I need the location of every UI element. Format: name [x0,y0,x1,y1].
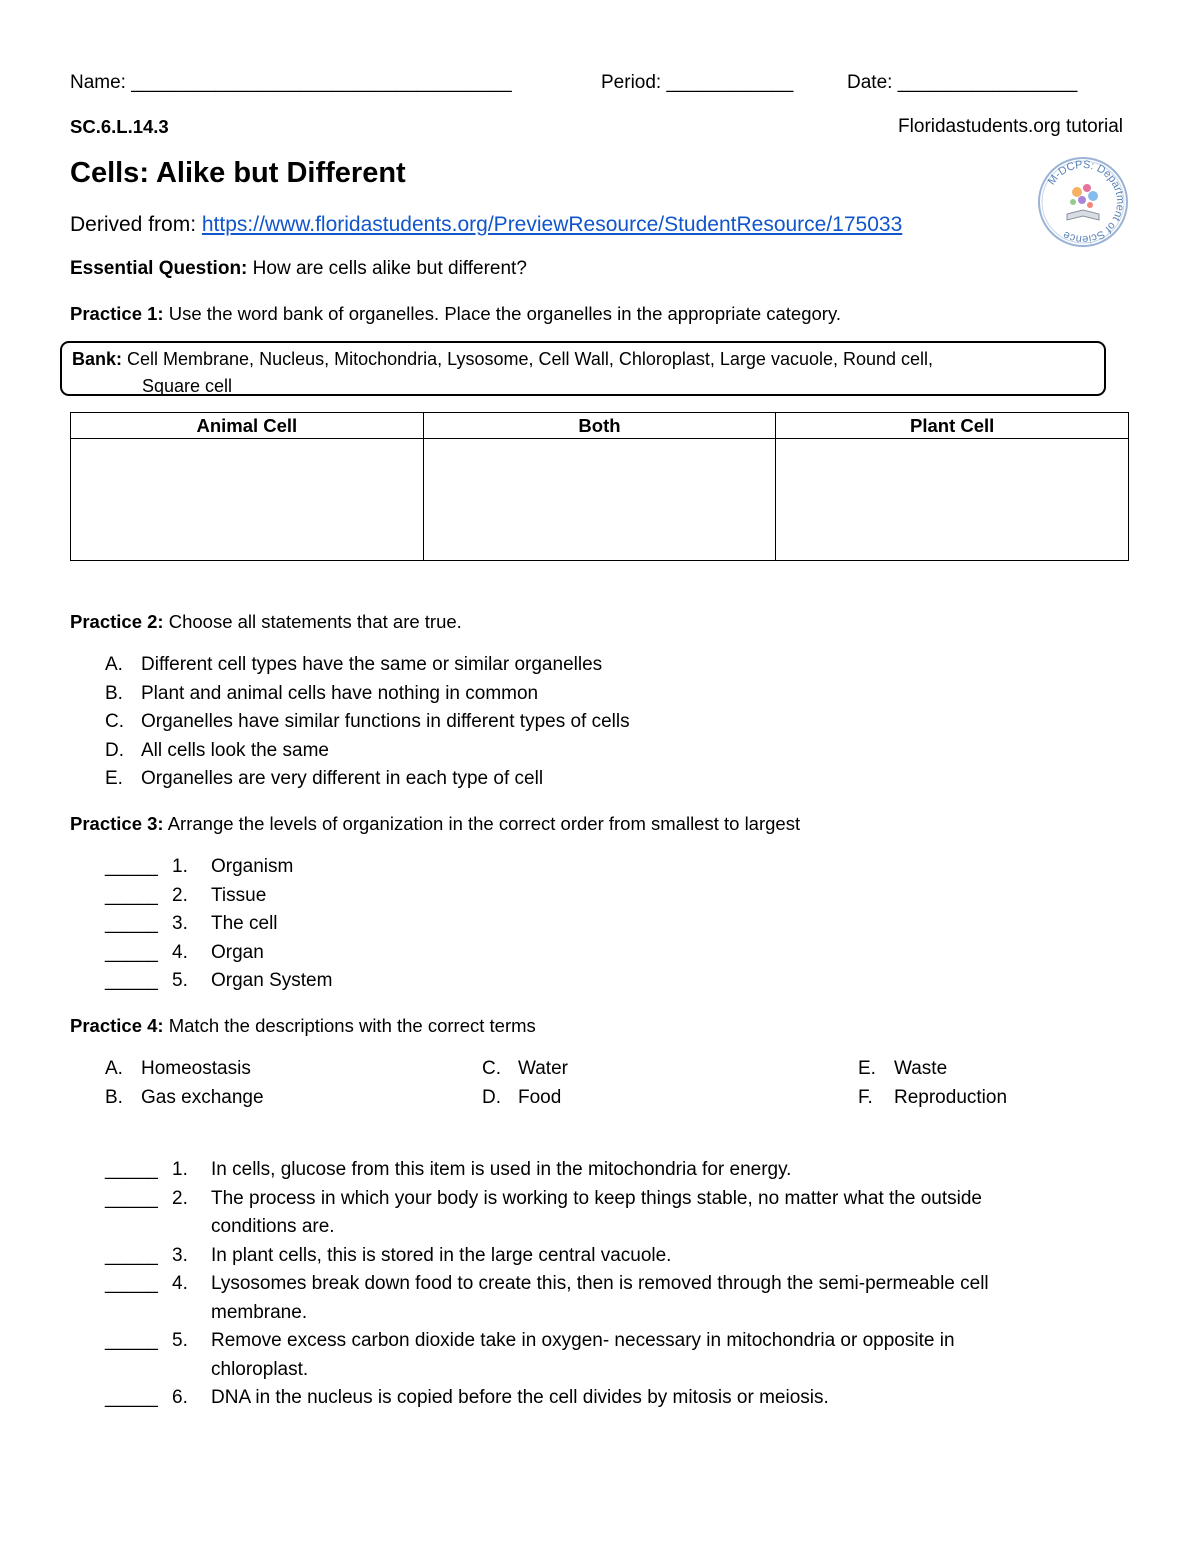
mdcps-science-logo [1037,154,1129,250]
word-bank-box [60,341,1106,396]
essential-question [70,258,527,280]
practice3-label: Practice 3: [70,813,164,834]
option-b[interactable]: B. Plant and animal cells have nothing in common [105,682,539,704]
order-item[interactable]: _____ 5. Organ System [105,970,333,991]
bank-label: Bank: [72,349,123,369]
practice2-text: Choose all statements that are true. [163,611,462,632]
essential-text: How are cells alike but different? [247,258,527,279]
option-a[interactable]: A. Different cell types have the same or similar organelles [105,654,603,675]
date-field-line: Date: _________________ [847,72,1078,93]
word-bank-text [72,346,1112,400]
practice4-list [105,1156,989,1413]
practice1-label: Practice 1: [70,303,164,324]
page-title: Cells: Alike but Different [70,157,406,189]
period-field-line: Period: ____________ [601,72,794,93]
match-item[interactable]: _____ 1. In cells, glucose from this item is used in the mitochondria for energy. [105,1159,792,1180]
practice2-label: Practice 2: [70,611,164,632]
option-e[interactable]: E. Organelles are very different in each type of cell [105,768,544,789]
terms-column-3 [858,1055,1007,1112]
order-item[interactable]: _____ 2. Tissue [105,884,267,906]
term-b: B. Gas exchange [105,1086,264,1108]
match-item[interactable]: _____ 2. The process in which your body is working to keep things stable, no matter what the outside conditions are. [105,1187,982,1237]
logo-ring-text: M-DCPS: Department of Science [1045,158,1127,246]
column-header-plant-cell: Plant Cell [776,413,1129,439]
term-d: D. Food [482,1086,562,1108]
practice4-text: Match the descriptions with the correct terms [163,1015,536,1036]
practice2-options [105,651,630,794]
derived-url-link[interactable]: https://www.floridastudents.org/PreviewResource/StudentResource/175033 [201,213,903,236]
practice3-list [105,853,332,996]
terms-column-1 [105,1055,264,1112]
term-f: F. Reproduction [858,1086,1008,1108]
match-item[interactable]: _____ 6. DNA in the nucleus is copied before the cell divides by mitosis or meiosis. [105,1387,829,1408]
terms-column-2 [482,1055,568,1112]
order-item[interactable]: _____ 4. Organ [105,941,264,963]
term-e: E. Waste [858,1058,948,1079]
option-d[interactable]: D. All cells look the same [105,739,329,761]
practice3-text: Arrange the levels of organization in the correct order from smallest to largest [163,813,801,834]
practice3-instructions [70,813,800,835]
practice2-instructions [70,611,462,633]
sorting-table [70,412,1129,561]
name-field-line: Name: ____________________________________ [70,72,512,93]
derived-label: Derived from: [70,213,202,236]
essential-label: Essential Question: [70,258,248,279]
both-answer-cell[interactable] [423,439,776,561]
bank-line2: Square cell [142,376,233,396]
column-header-both: Both [423,413,776,439]
standard-code: SC.6.L.14.3 [70,116,169,137]
plant-cell-answer-cell[interactable] [776,439,1129,561]
practice1-instructions [70,303,841,325]
term-c: C. Water [482,1058,568,1079]
practice4-label: Practice 4: [70,1015,164,1036]
practice4-instructions [70,1015,536,1037]
column-header-animal-cell: Animal Cell [71,413,424,439]
practice1-text: Use the word bank of organelles. Place the organelles in the appropriate category. [163,303,841,324]
option-c[interactable]: C. Organelles have similar functions in different types of cells [105,711,630,732]
order-item[interactable]: _____ 3. The cell [105,913,278,934]
source-label: Floridastudents.org tutorial [898,116,1123,137]
order-item[interactable]: _____ 1. Organism [105,856,294,877]
bank-line1: Cell Membrane, Nucleus, Mitochondria, Lysosome, Cell Wall, Chloroplast, Large vacuole, Round cell, [122,349,934,369]
match-item[interactable]: _____ 4. Lysosomes break down food to create this, then is removed through the semi-permeable cell membrane. [105,1273,989,1323]
match-item[interactable]: _____ 5. Remove excess carbon dioxide take in oxygen- necessary in mitochondria or opposite in chloroplast. [105,1330,955,1380]
animal-cell-answer-cell[interactable] [71,439,424,561]
match-item[interactable]: _____ 3. In plant cells, this is stored in the large central vacuole. [105,1244,672,1266]
term-a: A. Homeostasis [105,1058,251,1079]
derived-from [70,213,902,237]
